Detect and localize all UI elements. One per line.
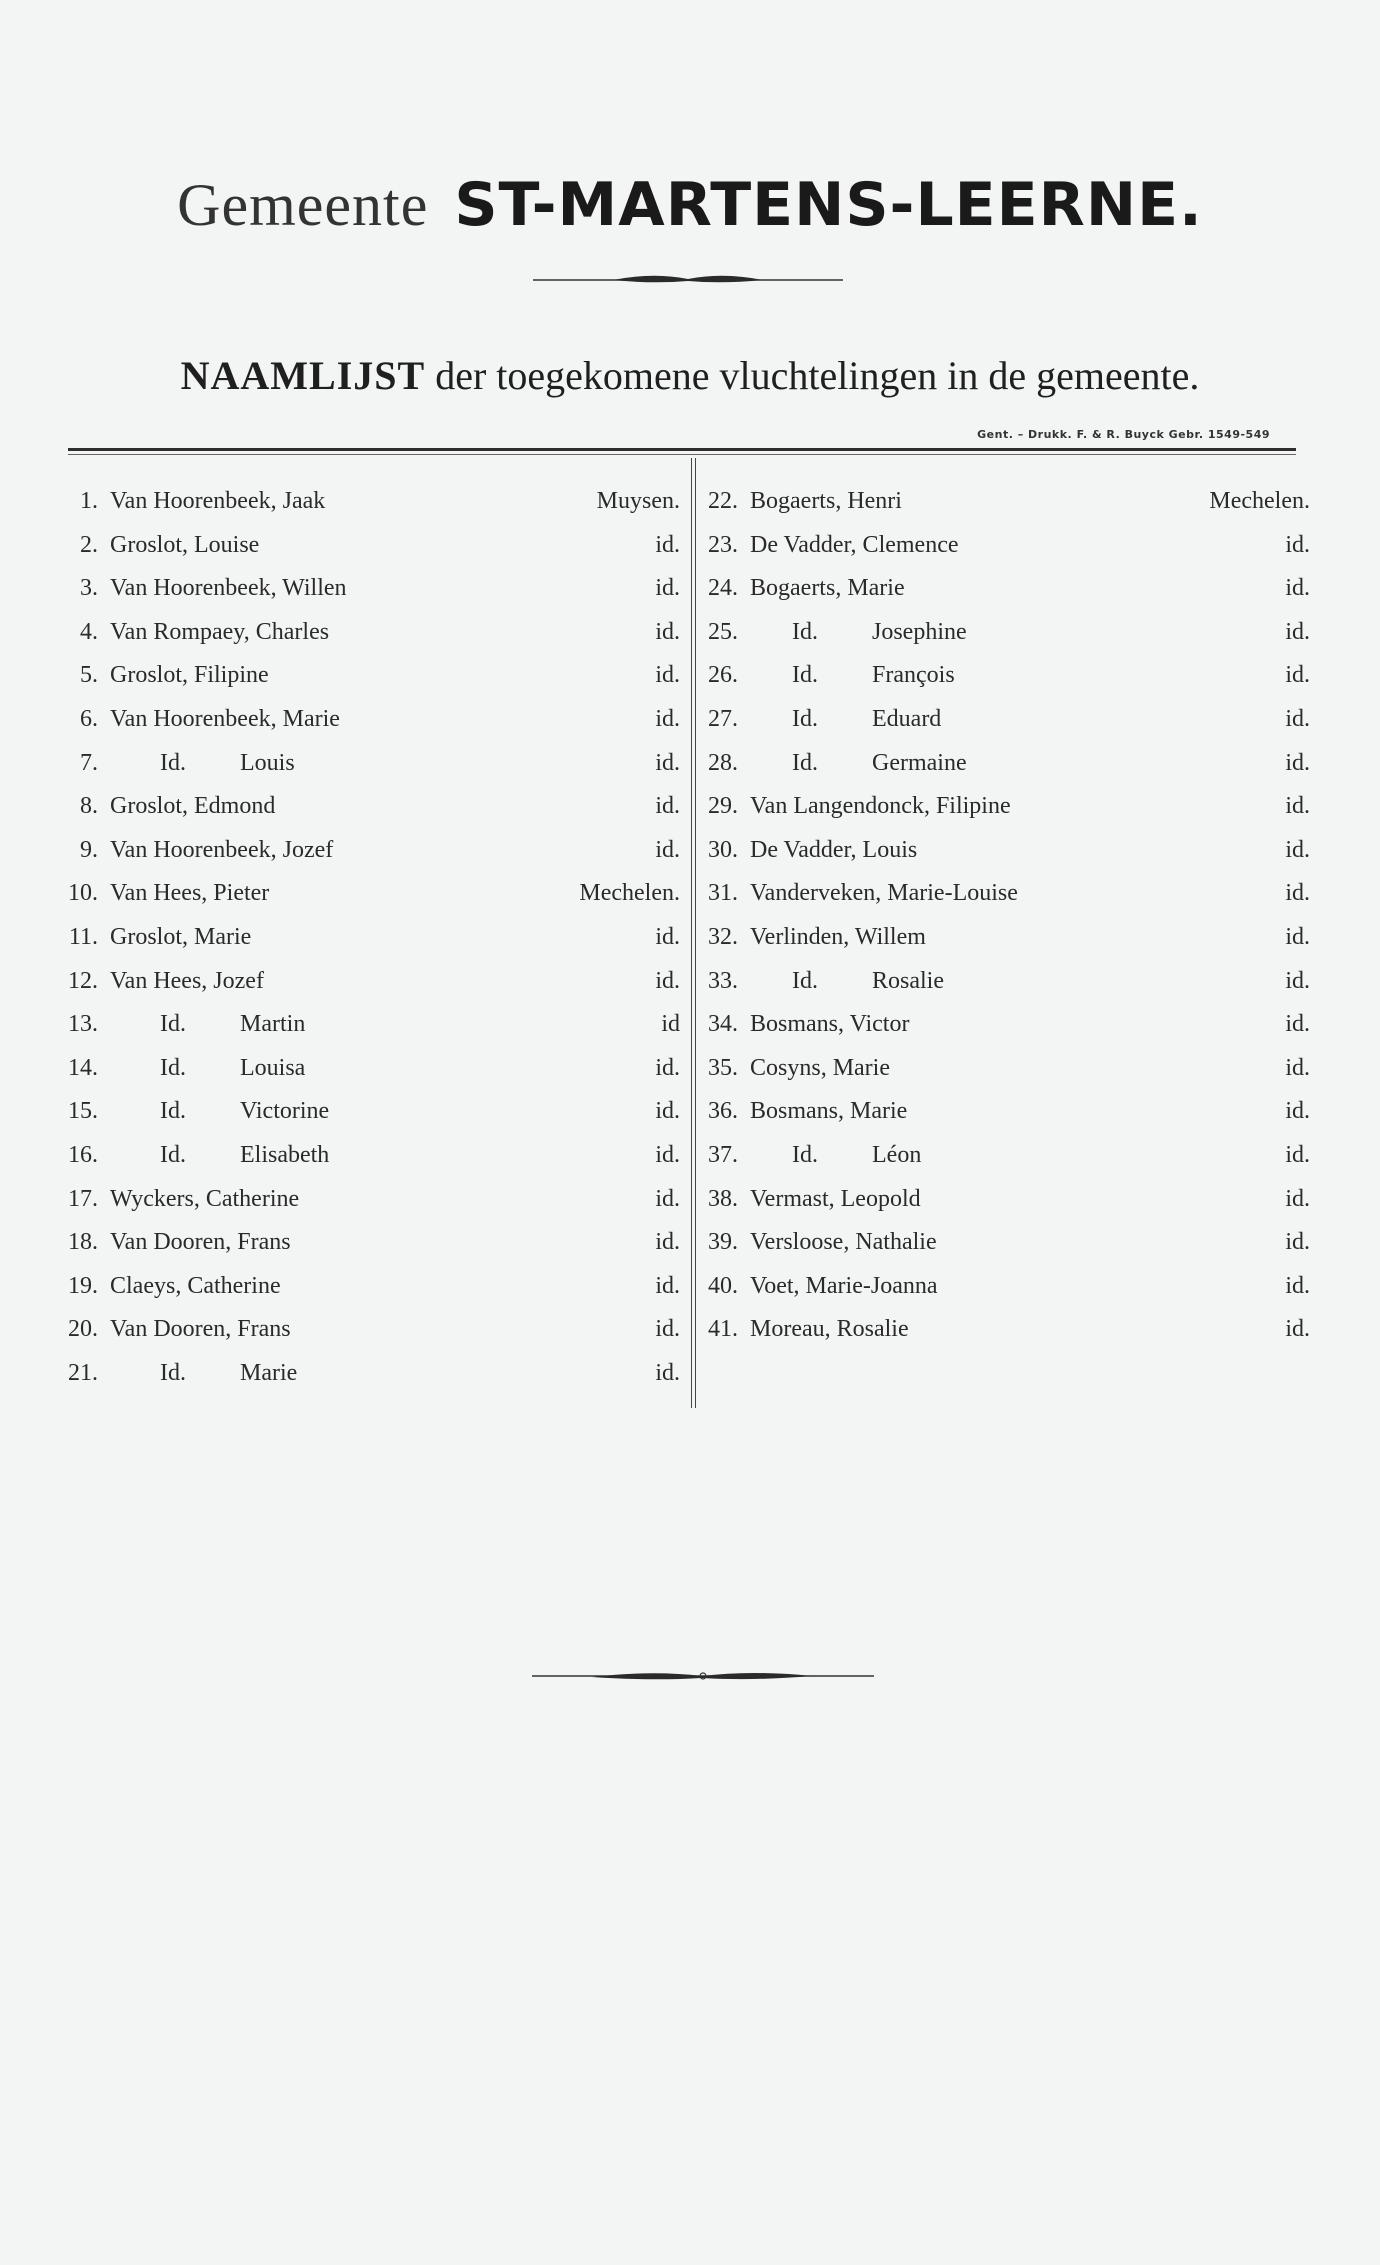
- entry-number: 9.: [80, 836, 98, 863]
- list-item: [700, 1311, 1310, 1355]
- list-item: [700, 875, 1310, 919]
- list-item: [60, 788, 680, 832]
- entry-origin: id.: [1285, 662, 1310, 689]
- entry-origin: id.: [1285, 1011, 1310, 1038]
- list-item: [700, 570, 1310, 614]
- entry-number: 24.: [708, 575, 738, 602]
- subtitle: [0, 352, 1380, 399]
- entry-origin: id.: [1285, 793, 1310, 820]
- title-gemeente: Gemeente: [177, 172, 429, 238]
- list-item: [700, 1093, 1310, 1137]
- entry-origin: id.: [655, 836, 680, 863]
- entry-number: 34.: [708, 1011, 738, 1038]
- list-item: [60, 963, 680, 1007]
- entry-origin: id.: [655, 575, 680, 602]
- entry-origin: Muysen.: [596, 488, 680, 514]
- list-item: [60, 1268, 680, 1312]
- entry-name: De Vadder, Clemence: [750, 531, 959, 558]
- entry-origin: id.: [655, 1185, 680, 1212]
- entry-origin: id.: [1285, 880, 1310, 907]
- list-item: [60, 1181, 680, 1225]
- entry-name: Id.: [792, 967, 818, 994]
- entry-number: 36.: [708, 1098, 738, 1125]
- left-column: [60, 483, 680, 1398]
- entry-name: Id.: [160, 749, 186, 776]
- entry-number: 14.: [68, 1054, 98, 1081]
- right-column: [700, 483, 1310, 1355]
- entry-first-name: Rosalie: [872, 967, 944, 994]
- entry-origin: id.: [1285, 1272, 1310, 1299]
- entry-first-name: Louis: [240, 749, 295, 776]
- entry-first-name: François: [872, 662, 955, 689]
- entry-origin: id: [661, 1011, 680, 1038]
- list-item: [60, 919, 680, 963]
- bottom-ornament: [532, 1664, 874, 1688]
- entry-name: Vanderveken, Marie-Louise: [750, 880, 1018, 907]
- list-item: [60, 1311, 680, 1355]
- entry-number: 7.: [80, 749, 98, 776]
- entry-origin: id.: [655, 1098, 680, 1125]
- list-item: [700, 527, 1310, 571]
- entry-number: 5.: [80, 662, 98, 689]
- entry-number: 19.: [68, 1272, 98, 1299]
- title-municipality: ST-MARTENS-LEERNE.: [454, 170, 1203, 240]
- entry-name: Id.: [792, 1141, 818, 1168]
- entry-number: 10.: [68, 880, 98, 907]
- entry-name: Cosyns, Marie: [750, 1054, 890, 1081]
- entry-origin: id.: [1285, 836, 1310, 863]
- list-item: [60, 527, 680, 571]
- entry-origin: id.: [655, 923, 680, 950]
- entry-origin: id.: [655, 1272, 680, 1299]
- entry-name: Claeys, Catherine: [110, 1272, 281, 1299]
- entry-origin: id.: [1285, 923, 1310, 950]
- entry-name: Bosmans, Victor: [750, 1011, 910, 1038]
- entry-first-name: Marie: [240, 1359, 298, 1386]
- entry-name: Id.: [160, 1141, 186, 1168]
- entry-first-name: Martin: [240, 1011, 306, 1038]
- entry-number: 23.: [708, 531, 738, 558]
- entry-origin: id.: [1285, 575, 1310, 602]
- list-item: [700, 788, 1310, 832]
- list-item: [60, 832, 680, 876]
- list-item: [60, 1137, 680, 1181]
- printer-credit: Gent. – Drukk. F. & R. Buyck Gebr. 1549-549: [977, 428, 1270, 441]
- entry-number: 25.: [708, 618, 738, 645]
- list-item: [60, 875, 680, 919]
- list-item: [700, 1224, 1310, 1268]
- list-item: [60, 745, 680, 789]
- entry-number: 18.: [68, 1229, 98, 1256]
- entry-number: 4.: [80, 618, 98, 645]
- list-item: [700, 832, 1310, 876]
- entry-origin: id.: [655, 1359, 680, 1386]
- entry-name: Van Langendonck, Filipine: [750, 793, 1011, 820]
- entry-name: Id.: [160, 1011, 186, 1038]
- entry-name: Id.: [792, 618, 818, 645]
- entry-name: Id.: [792, 662, 818, 689]
- entry-number: 16.: [68, 1141, 98, 1168]
- entry-origin: Mechelen.: [1209, 488, 1310, 514]
- entry-origin: id.: [655, 662, 680, 689]
- list-item: [700, 963, 1310, 1007]
- entry-origin: id.: [1285, 1185, 1310, 1212]
- entry-number: 8.: [80, 793, 98, 820]
- list-item: [700, 919, 1310, 963]
- column-divider: [691, 458, 696, 1408]
- entry-number: 1.: [80, 488, 98, 514]
- list-item: [60, 701, 680, 745]
- entry-origin: id.: [655, 531, 680, 558]
- list-item: [700, 1050, 1310, 1094]
- entry-origin: id.: [1285, 705, 1310, 732]
- entry-origin: id.: [655, 705, 680, 732]
- entry-first-name: Josephine: [872, 618, 967, 645]
- subtitle-naamlijst: NAAMLIJST: [180, 353, 426, 398]
- entry-number: 2.: [80, 531, 98, 558]
- entry-first-name: Germaine: [872, 749, 967, 776]
- entry-name: Van Hees, Jozef: [110, 967, 264, 994]
- entry-name: Bogaerts, Henri: [750, 488, 902, 514]
- entry-origin: id.: [655, 749, 680, 776]
- list-item: [60, 1224, 680, 1268]
- entry-origin: id.: [655, 1229, 680, 1256]
- top-ornament: [533, 268, 843, 292]
- entry-name: Id.: [792, 705, 818, 732]
- entry-first-name: Elisabeth: [240, 1141, 330, 1168]
- subtitle-rest: der toegekomene vluchtelingen in de gemeente.: [435, 353, 1200, 398]
- list-item: [700, 1268, 1310, 1312]
- entry-name: Voet, Marie-Joanna: [750, 1272, 938, 1299]
- entry-number: 17.: [68, 1185, 98, 1212]
- list-item: [60, 614, 680, 658]
- list-item: [60, 483, 680, 527]
- entry-number: 21.: [68, 1359, 98, 1386]
- header-rule-thin: [68, 454, 1296, 455]
- list-item: [60, 657, 680, 701]
- list-item: [700, 701, 1310, 745]
- entry-name: Vermast, Leopold: [750, 1185, 921, 1212]
- entry-name: Moreau, Rosalie: [750, 1316, 909, 1343]
- entry-name: Groslot, Louise: [110, 531, 260, 558]
- entry-first-name: Louisa: [240, 1054, 306, 1081]
- entry-origin: id.: [1285, 531, 1310, 558]
- entry-number: 40.: [708, 1272, 738, 1299]
- entry-number: 28.: [708, 749, 738, 776]
- list-item: [60, 570, 680, 614]
- list-item: [700, 1006, 1310, 1050]
- entry-number: 41.: [708, 1316, 738, 1343]
- entry-name: Verlinden, Willem: [750, 923, 926, 950]
- entry-first-name: Victorine: [240, 1098, 330, 1125]
- entry-number: 37.: [708, 1141, 738, 1168]
- entry-number: 38.: [708, 1185, 738, 1212]
- entry-number: 33.: [708, 967, 738, 994]
- entry-origin: id.: [1285, 1316, 1310, 1343]
- entry-number: 27.: [708, 705, 738, 732]
- list-item: [700, 745, 1310, 789]
- entry-number: 35.: [708, 1054, 738, 1081]
- entry-name: Van Dooren, Frans: [110, 1316, 291, 1343]
- entry-name: Versloose, Nathalie: [750, 1229, 937, 1256]
- list-item: [60, 1050, 680, 1094]
- entry-name: Bosmans, Marie: [750, 1098, 908, 1125]
- entry-origin: Mechelen.: [579, 880, 680, 907]
- entry-origin: id.: [655, 1141, 680, 1168]
- entry-name: Id.: [160, 1098, 186, 1125]
- entry-number: 3.: [80, 575, 98, 602]
- entry-number: 30.: [708, 836, 738, 863]
- page-title: [0, 170, 1380, 240]
- list-item: [700, 483, 1310, 527]
- list-item: [60, 1355, 680, 1399]
- list-item: [60, 1006, 680, 1050]
- entry-number: 11.: [68, 923, 98, 950]
- entry-name: Van Dooren, Frans: [110, 1229, 291, 1256]
- entry-name: Groslot, Filipine: [110, 662, 269, 689]
- entry-origin: id.: [655, 618, 680, 645]
- entry-origin: id.: [1285, 1229, 1310, 1256]
- entry-number: 39.: [708, 1229, 738, 1256]
- list-item: [60, 1093, 680, 1137]
- entry-name: Van Hoorenbeek, Willen: [110, 575, 347, 602]
- entry-name: Bogaerts, Marie: [750, 575, 905, 602]
- entry-name: Groslot, Edmond: [110, 793, 276, 820]
- entry-number: 22.: [708, 488, 738, 514]
- entry-number: 26.: [708, 662, 738, 689]
- entry-origin: id.: [655, 967, 680, 994]
- entry-name: Groslot, Marie: [110, 923, 252, 950]
- list-item: [700, 614, 1310, 658]
- entry-number: 29.: [708, 793, 738, 820]
- entry-number: 13.: [68, 1011, 98, 1038]
- entry-name: De Vadder, Louis: [750, 836, 918, 863]
- entry-name: Van Hoorenbeek, Marie: [110, 705, 340, 732]
- entry-number: 6.: [80, 705, 98, 732]
- entry-origin: id.: [655, 1316, 680, 1343]
- entry-first-name: Eduard: [872, 705, 942, 732]
- entry-name: Wyckers, Catherine: [110, 1185, 300, 1212]
- entry-origin: id.: [1285, 967, 1310, 994]
- entry-origin: id.: [1285, 1054, 1310, 1081]
- list-item: [700, 657, 1310, 701]
- entry-number: 15.: [68, 1098, 98, 1125]
- entry-name: Van Hees, Pieter: [110, 880, 270, 907]
- entry-name: Van Hoorenbeek, Jozef: [110, 836, 334, 863]
- entry-name: Van Hoorenbeek, Jaak: [110, 488, 326, 514]
- entry-origin: id.: [1285, 1141, 1310, 1168]
- list-item: [700, 1137, 1310, 1181]
- header-rule: [68, 448, 1296, 451]
- entry-origin: id.: [1285, 1098, 1310, 1125]
- entry-name: Id.: [160, 1359, 186, 1386]
- entry-number: 32.: [708, 923, 738, 950]
- entry-name: Id.: [792, 749, 818, 776]
- entry-origin: id.: [1285, 749, 1310, 776]
- entry-origin: id.: [655, 1054, 680, 1081]
- entry-first-name: Léon: [872, 1141, 922, 1168]
- entry-number: 31.: [708, 880, 738, 907]
- entry-name: Van Rompaey, Charles: [110, 618, 330, 645]
- list-item: [700, 1181, 1310, 1225]
- entry-number: 12.: [68, 967, 98, 994]
- entry-number: 20.: [68, 1316, 98, 1343]
- entry-origin: id.: [655, 793, 680, 820]
- entry-origin: id.: [1285, 618, 1310, 645]
- entry-name: Id.: [160, 1054, 186, 1081]
